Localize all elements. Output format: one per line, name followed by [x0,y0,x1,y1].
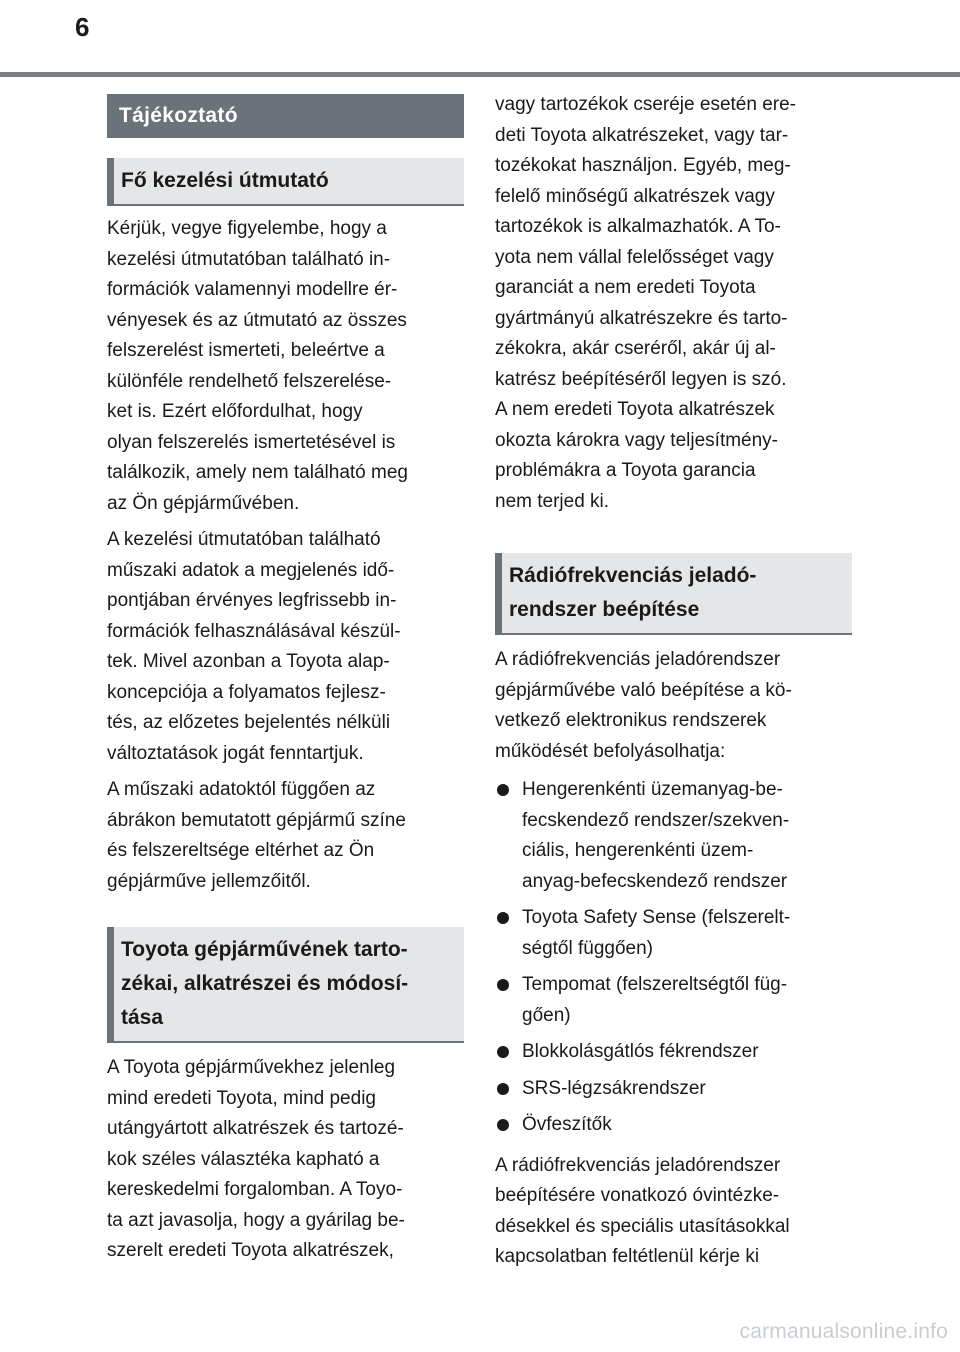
affected-systems-list [495,775,852,1141]
list-item [495,1110,852,1141]
watermark: carmanualsonline.info [739,1320,948,1343]
paragraph-rf-intro: A rádiófrekvenciás jeladórendszer gépjárművébe való beépítése a kö- vetkező elektronikus rendszerek működését befolyásolhatja: [495,649,792,762]
right-column [495,90,852,1273]
left-column [107,94,464,1267]
list-item-text: Hengerenkénti üzemanyag-be- fecskendező rendszer/szekven- ciális, hengerenkénti üzem- anyag-befecskendező rendszer [522,779,790,892]
bullet-icon [497,979,509,991]
subheading-main-manual: Fő kezelési útmutató [107,158,464,206]
list-item-text: SRS-légzsákrendszer [522,1077,706,1099]
list-item-text: Övfeszítők [522,1114,612,1135]
paragraph-accessories-cont: vagy tartozékok cseréje esetén ere- deti Toyota alkatrészeket, vagy tar- tozékokat használjon. Egyéb, meg- felelő minőségű alkatrészek vagy tartozékok is alkalmazhatók. A To- yota nem vállal felelősséget vagy garanciát a nem eredeti Toyota gyártmányú alkatrészekre és tarto- zékokra, akár cseréről, akár új al- katrész beépítéséről legyen is szó. A nem eredeti Toyota alkatrészek okozta károkra vagy teljesítmény- problémákra a Toyota garancia nem terjed ki. [495,94,796,512]
bullet-icon [497,784,509,796]
list-item [495,1074,852,1105]
bullet-icon [497,1119,509,1131]
subheading-rf-transmitter: Rádiófrekvenciás jeladó- rendszer beépítése [495,553,852,635]
bullet-icon [497,1083,509,1095]
list-item-text: Blokkolásgátlós fékrendszer [522,1041,759,1062]
page-number: 6 [75,12,90,42]
list-item [495,970,852,1031]
paragraph-rf-precautions: A rádiófrekvenciás jeladórendszer beépítésére vonatkozó óvintézke- désekkel és speciális utasításokkal kapcsolatban feltétlenül kérje ki [495,1154,790,1267]
subheading-accessories: Toyota gépjárművének tarto- zékai, alkatrészei és módosí- tása [107,927,464,1043]
list-item [495,775,852,897]
list-item-text: Toyota Safety Sense (felszerelt- ségtől függően) [522,907,791,959]
paragraph-technical-data: A kezelési útmutatóban található műszaki adatok a megjelenés idő- pontjában érvényes legfrissebb in- formációk felhasználásával készül- tek. Mivel azonban a Toyota alap- koncepciója a folyamatos fejlesz- tés, az előzetes bejelentés nélküli változtatások jogát fenntartjuk. [107,529,401,764]
bullet-icon [497,1046,509,1058]
list-item-text: Tempomat (felszereltségtől füg- gően) [522,974,788,1026]
top-rule [0,72,960,77]
paragraph-accessories: A Toyota gépjárművekhez jelenleg mind eredeti Toyota, mind pedig utángyártott alkatrészek és tartozé- kok széles választéka kapható a kereskedelmi forgalomban. A Toyo- ta azt javasolja, hogy a gyárilag be- szerelt eredeti Toyota alkatrészek, [107,1057,405,1261]
list-item [495,903,852,964]
section-title: Tájékoztató [107,94,464,138]
paragraph-illustrations: A műszaki adatoktól függően az ábrákon bemutatott gépjármű színe és felszereltsége eltérhet az Ön gépjárműve jellemzőitől. [107,779,406,892]
bullet-icon [497,912,509,924]
list-item [495,1037,852,1068]
paragraph-manual-scope: Kérjük, vegye figyelembe, hogy a kezelési útmutatóban található in- formációk valamennyi modellre ér- vényesek és az útmutató az összes felszerelést ismerteti, beleértve a különféle rendelhető felszerelése- ket is. Ezért előfordulhat, hogy olyan felszerelés ismertetésével is találkozik, amely nem található meg az Ön gépjárművében. [107,218,408,514]
